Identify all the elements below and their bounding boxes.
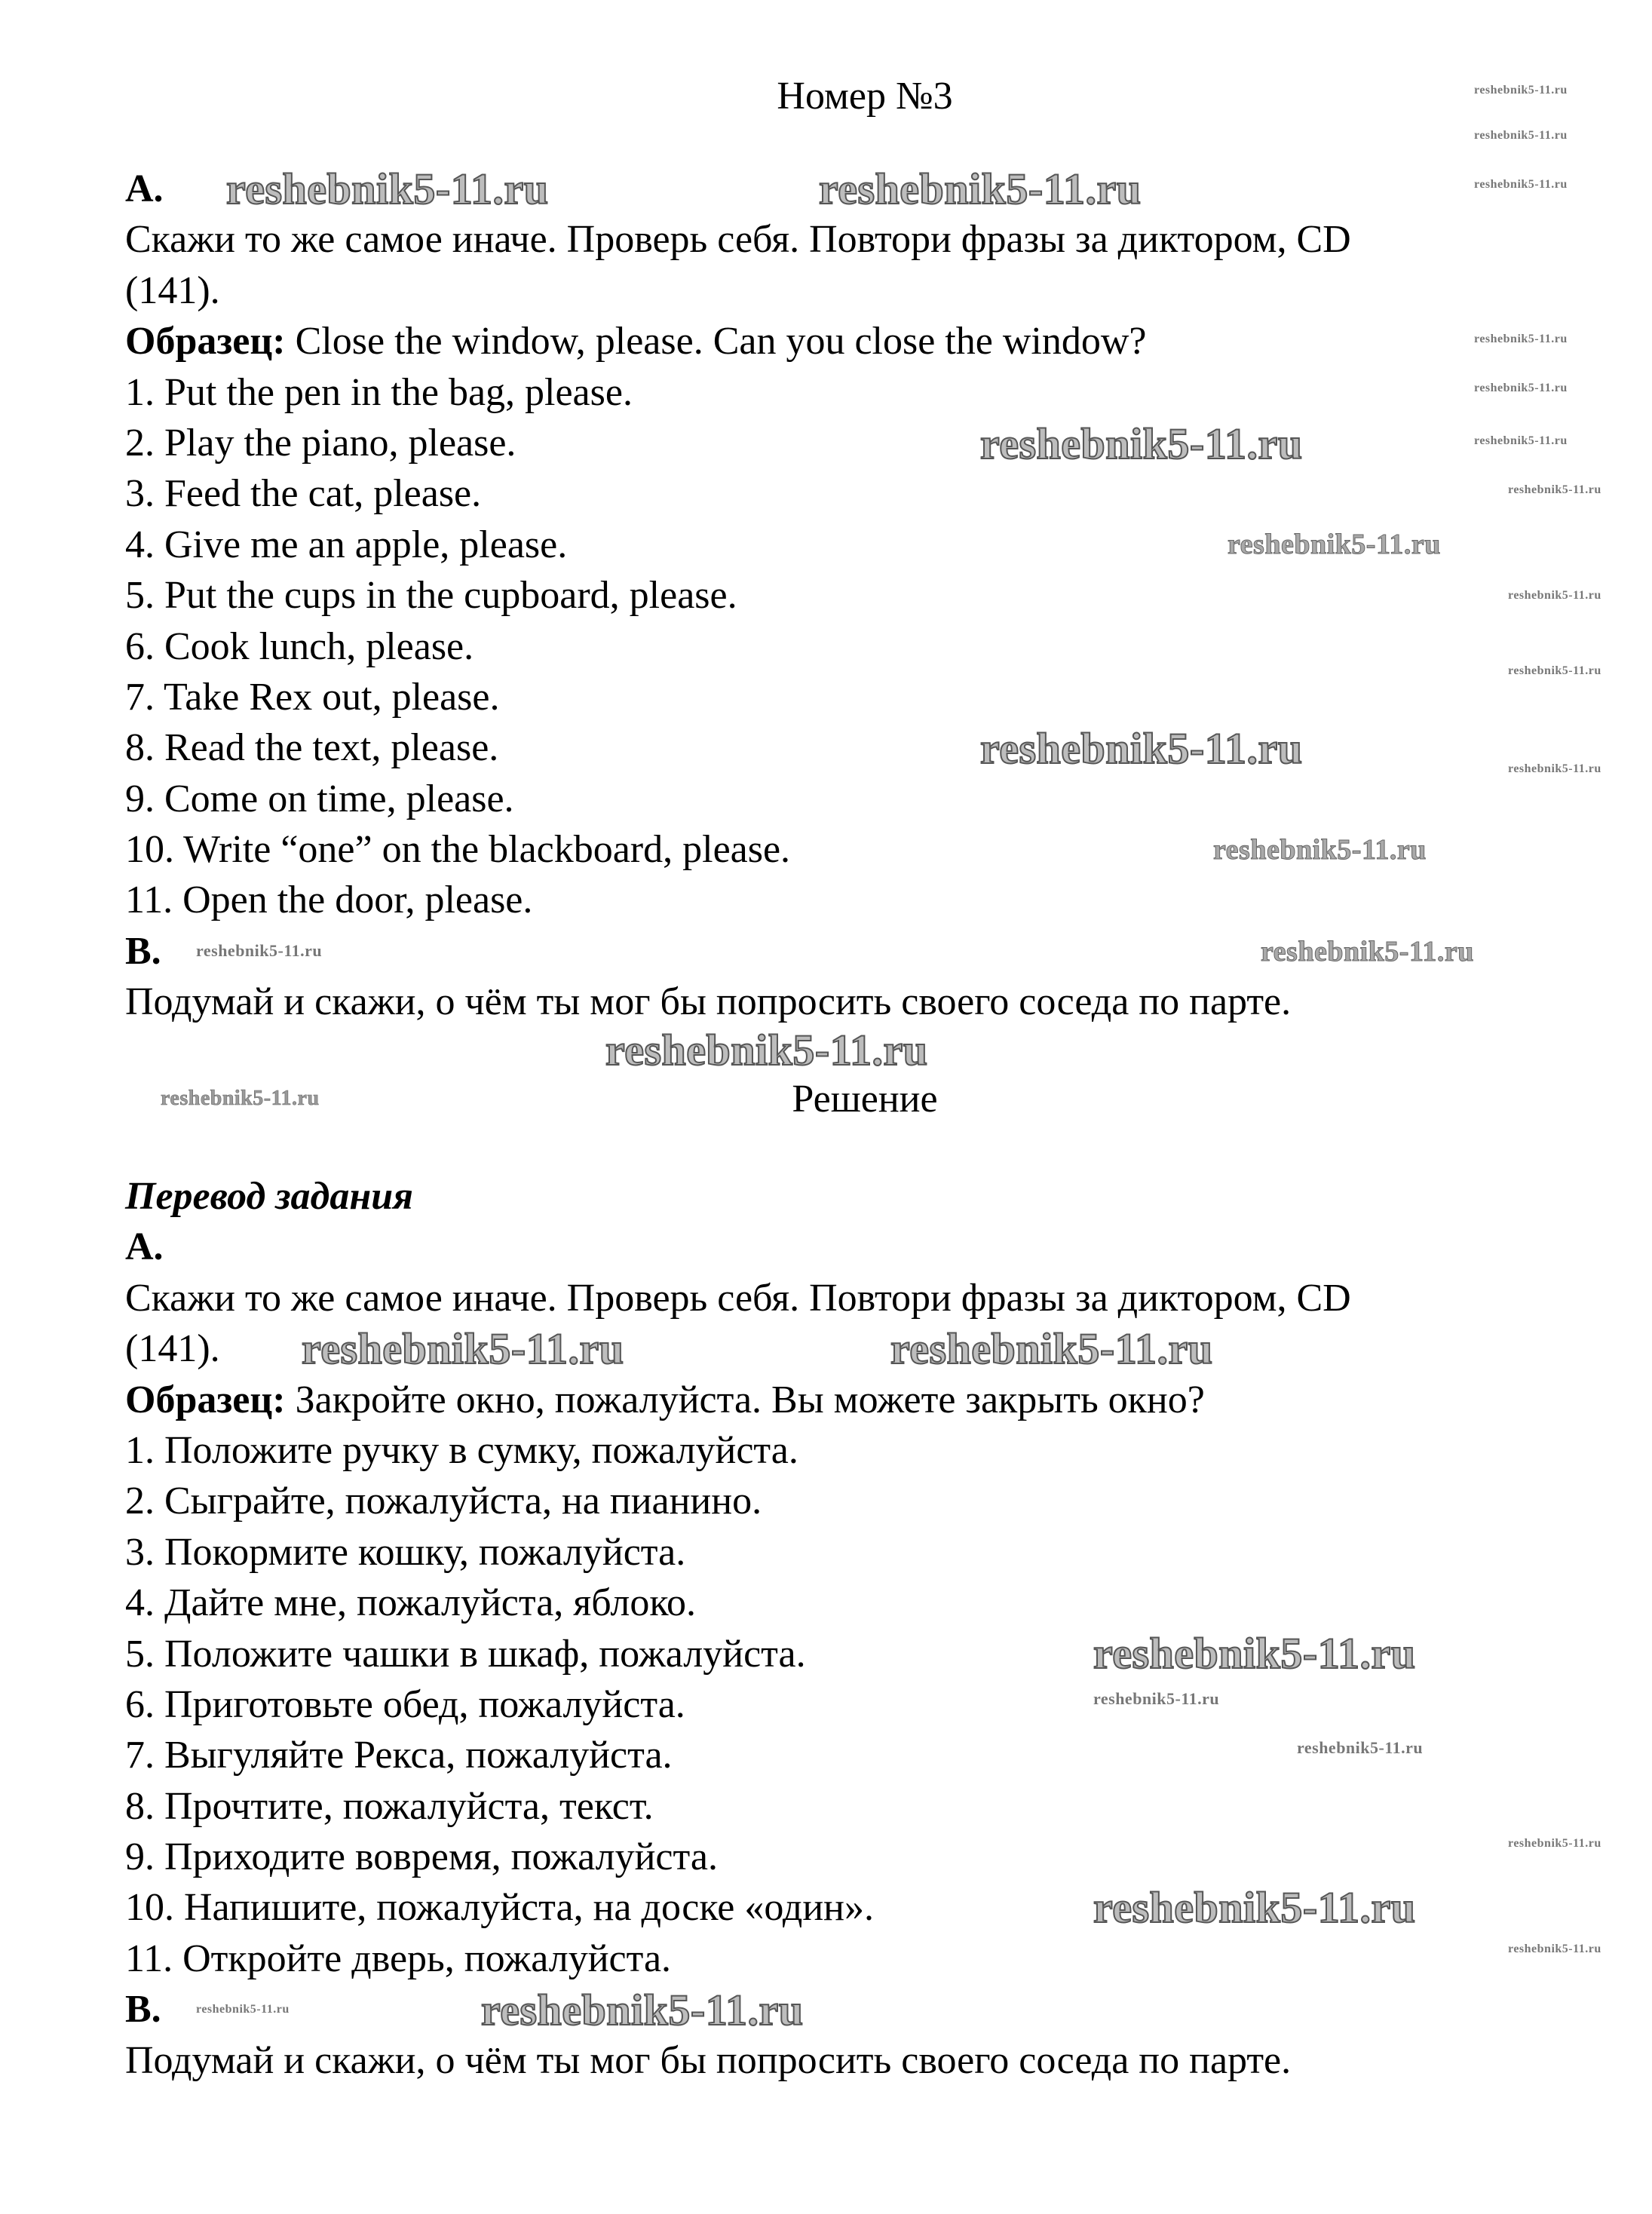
watermark: reshebnik5-11.ru [1474,178,1568,191]
sample-text: Закройте окно, пожалуйста. Вы можете закрыть окно? [285,1378,1205,1421]
watermark: reshebnik5-11.ru [1508,762,1601,775]
watermark: reshebnik5-11.ru [1508,664,1601,677]
watermark: reshebnik5-11.ru [1297,1738,1424,1757]
sample-line [125,316,1558,366]
watermark: reshebnik5-11.ru [819,164,1142,213]
list-item: 3. Покормите кошку, пожалуйста. [125,1530,686,1574]
watermark: reshebnik5-11.ru [226,164,549,213]
watermark: reshebnik5-11.ru [1093,1629,1416,1678]
watermark: reshebnik5-11.ru [1508,483,1601,496]
task-section [125,164,1558,1028]
watermark: reshebnik5-11.ru [890,1324,1213,1373]
watermark: reshebnik5-11.ru [196,2003,290,2016]
list-item: 6. Приготовьте обед, пожалуйста. [125,1682,685,1726]
list-item: 1. Put the pen in the bag, please. [125,370,633,414]
watermark: reshebnik5-11.ru [1508,1943,1601,1955]
sample-label: Образец: [125,320,286,363]
watermark: reshebnik5-11.ru [1508,1837,1601,1850]
watermark: reshebnik5-11.ru [1474,84,1568,97]
page-title: Номер №3 [777,75,953,118]
sample-text: Close the window, please. Can you close the window? [285,320,1147,363]
list-item: 8. Read the text, please. [125,726,499,770]
watermark: reshebnik5-11.ru [980,419,1303,468]
watermark: reshebnik5-11.ru [1093,1883,1416,1932]
list-item: 10. Write “one” on the blackboard, please. [125,828,791,872]
instruction-line-1: Скажи то же самое иначе. Проверь себя. Повтори фразы за диктором, CD [125,1276,1351,1320]
watermark: reshebnik5-11.ru [605,1026,928,1075]
sample-label: Образец: [125,1378,286,1421]
watermark: reshebnik5-11.ru [302,1324,624,1373]
list-item: 8. Прочтите, пожалуйста, текст. [125,1784,654,1828]
list-item: 6. Cook lunch, please. [125,624,474,668]
list-item: 1. Положите ручку в сумку, пожалуйста. [125,1428,798,1472]
list-item: 2. Play the piano, please. [125,421,516,465]
watermark: reshebnik5-11.ru [196,941,323,960]
list-item: 4. Give me an apple, please. [125,523,568,566]
part-b-label: B. [125,929,161,973]
watermark: reshebnik5-11.ru [1474,434,1568,447]
sample-line [125,1375,1558,1425]
watermark: reshebnik5-11.ru [1228,529,1441,560]
watermark: reshebnik5-11.ru [1093,1689,1220,1708]
watermark: reshebnik5-11.ru [161,1087,320,1110]
part-b-text: Подумай и скажи, о чём ты мог бы попросить своего соседа по парте. [125,980,1292,1024]
list-item: 10. Напишите, пожалуйста, на доске «один». [125,1886,874,1930]
watermark: reshebnik5-11.ru [1261,936,1474,967]
watermark: reshebnik5-11.ru [1508,589,1601,602]
list-item: 9. Приходите вовремя, пожалуйста. [125,1835,718,1879]
watermark: reshebnik5-11.ru [980,724,1303,773]
watermark: reshebnik5-11.ru [1474,382,1568,394]
list-item: 11. Откройте дверь, пожалуйста. [125,1936,672,1980]
list-item: 7. Выгуляйте Рекса, пожалуйста. [125,1734,673,1777]
translation-heading: Перевод задания [125,1175,413,1218]
part-a-label: A. [125,1225,164,1269]
instruction-line-1: Скажи то же самое иначе. Проверь себя. Повтори фразы за диктором, CD [125,218,1351,262]
list-item: 7. Take Rex out, please. [125,675,500,719]
part-b-text: Подумай и скажи, о чём ты мог бы попросить своего соседа по парте. [125,2038,1292,2082]
watermark: reshebnik5-11.ru [1213,834,1427,866]
list-item: 5. Положите чашки в шкаф, пожалуйста. [125,1632,806,1676]
watermark: reshebnik5-11.ru [1474,129,1568,142]
instruction-line-2: (141). [125,268,220,312]
list-item: 2. Сыграйте, пожалуйста, на пианино. [125,1480,762,1523]
watermark: reshebnik5-11.ru [1474,333,1568,345]
list-item: 4. Дайте мне, пожалуйста, яблоко. [125,1581,696,1625]
list-item: 11. Open the door, please. [125,879,533,922]
instruction-line-2: (141). [125,1327,220,1371]
solution-heading: Решение [792,1078,938,1121]
part-b-label: B. [125,1988,161,2032]
list-item: 5. Put the cups in the cupboard, please. [125,574,737,618]
watermark: reshebnik5-11.ru [481,1986,804,2035]
part-a-label: A. [125,167,164,210]
list-item: 9. Come on time, please. [125,777,514,820]
list-item: 3. Feed the cat, please. [125,472,482,516]
